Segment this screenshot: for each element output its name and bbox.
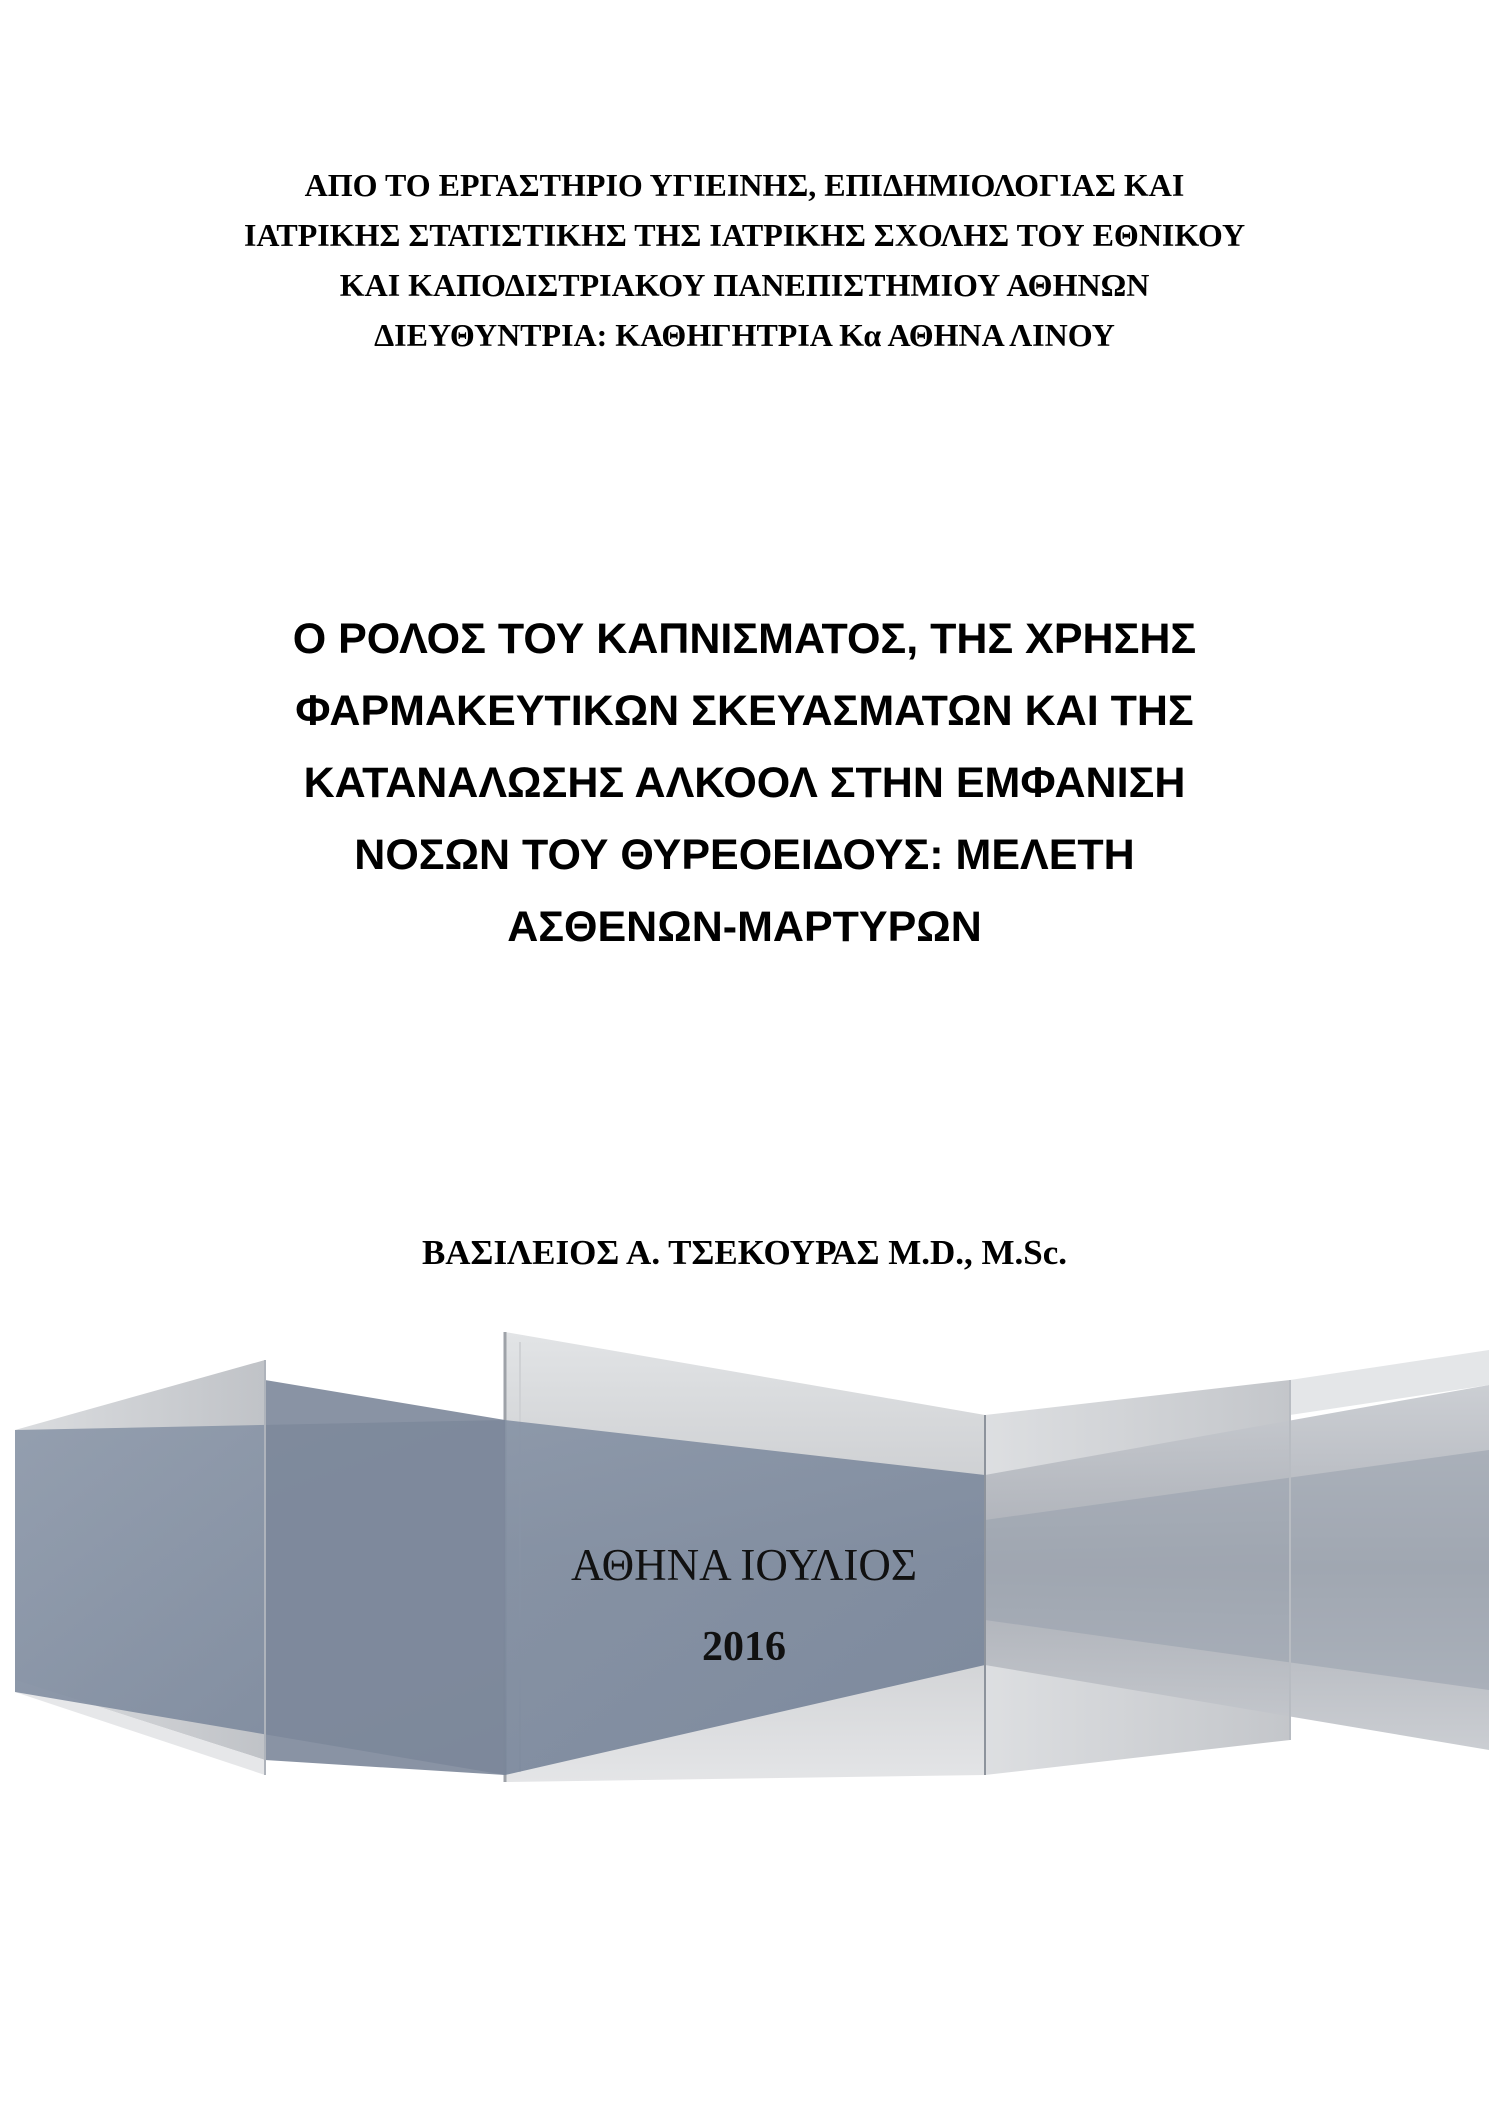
thesis-title (150, 603, 1339, 963)
institution-line: ΙΑΤΡΙΚΗΣ ΣΤΑΤΙΣΤΙΚΗΣ ΤΗΣ ΙΑΤΡΙΚΗΣ ΣΧΟΛΗΣ ΤΟΥ ΕΘΝΙΚΟΥ (243, 217, 1246, 253)
title-line: ΦΑΡΜΑΚΕΥΤΙΚΩΝ ΣΚΕΥΑΣΜΑΤΩΝ ΚΑΙ ΤΗΣ (295, 687, 1194, 735)
author-name: ΒΑΣΙΛΕΙΟΣ Α. ΤΣΕΚΟΥΡΑΣ M.D., M.Sc. (421, 1233, 1068, 1272)
institution-line: ΑΠΟ ΤΟ ΕΡΓΑΣΤΗΡΙΟ ΥΓΙΕΙΝΗΣ, ΕΠΙΔΗΜΙΟΛΟΓΙΑΣ ΚΑΙ (304, 167, 1185, 203)
title-line: Ο ΡΟΛΟΣ ΤΟΥ ΚΑΠΝΙΣΜΑΤΟΣ, ΤΗΣ ΧΡΗΣΗΣ (292, 615, 1197, 663)
place-date-block (444, 1535, 1044, 1677)
director-line: ΔΙΕΥΘΥΝΤΡΙΑ: ΚΑΘΗΓΗΤΡΙΑ Κα ΑΘΗΝΑ ΛΙΝΟΥ (374, 317, 1115, 353)
place-month: ΑΘΗΝΑ ΙΟΥΛΙΟΣ (570, 1540, 918, 1590)
year: 2016 (702, 1624, 786, 1670)
title-line: ΑΣΘΕΝΩΝ-ΜΑΡΤΥΡΩΝ (507, 903, 982, 951)
title-line: ΝΟΣΩΝ ΤΟΥ ΘΥΡΕΟΕΙΔΟΥΣ: ΜΕΛΕΤΗ (354, 831, 1135, 879)
title-line: ΚΑΤΑΝΑΛΩΣΗΣ ΑΛΚΟΟΛ ΣΤΗΝ ΕΜΦΑΝΙΣΗ (303, 759, 1186, 807)
institution-line: ΚΑΙ ΚΑΠΟΔΙΣΤΡΙΑΚΟΥ ΠΑΝΕΠΙΣΤΗΜΙΟΥ ΑΘΗΝΩΝ (339, 267, 1150, 303)
institution-header (100, 160, 1389, 360)
